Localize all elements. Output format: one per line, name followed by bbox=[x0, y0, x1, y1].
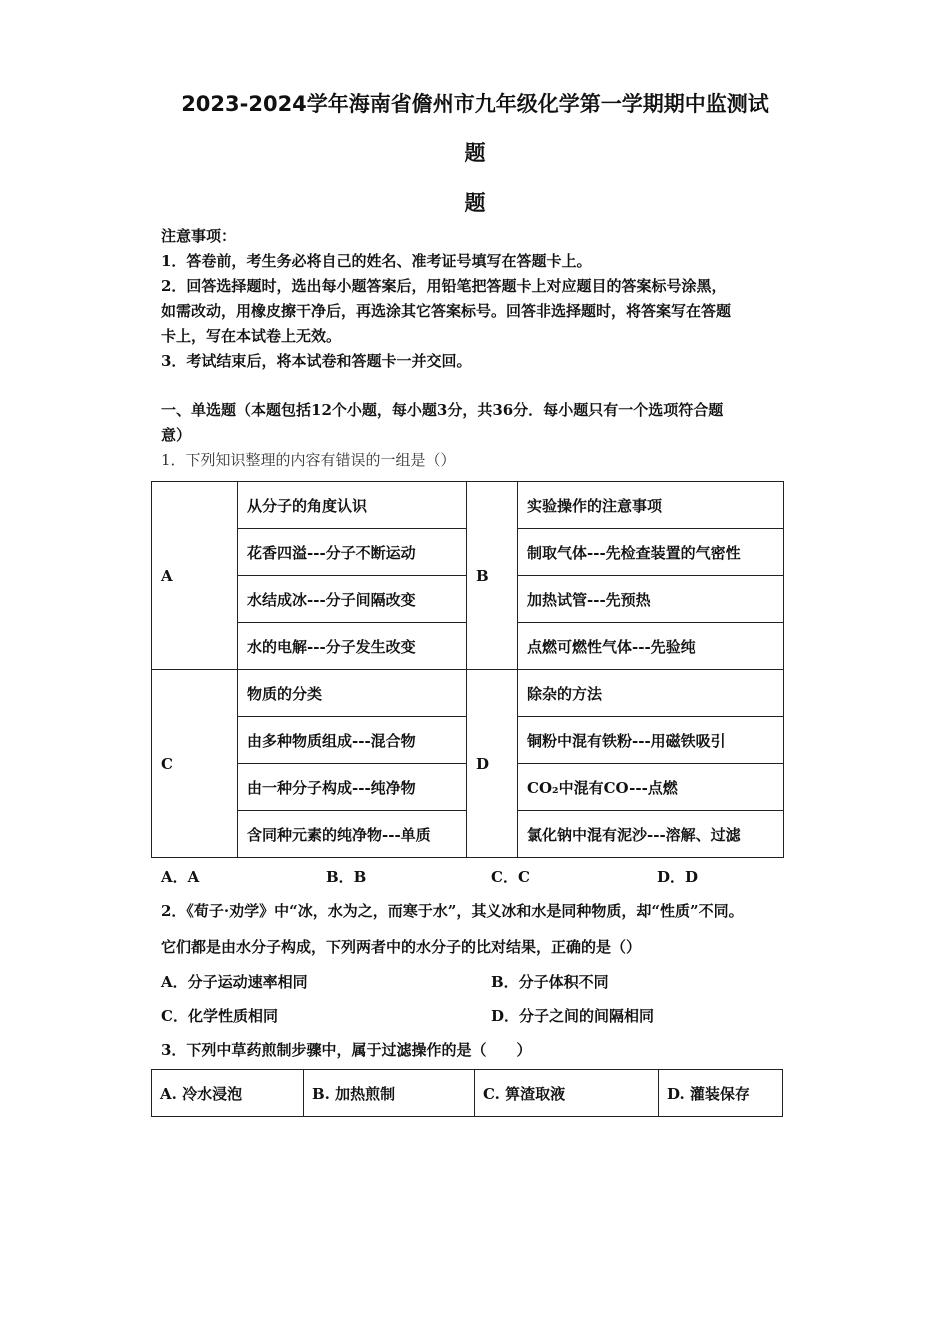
q1-a-row-4: 水的电解---分子发生改变 bbox=[238, 623, 467, 670]
q1-option-d[interactable]: D．D bbox=[657, 868, 699, 886]
q2-stem-b: 它们都是由水分子构成，下列两者中的水分子的比对结果，正确的是（） bbox=[161, 938, 642, 956]
notice-item-1: 1．答卷前，考生务必将自己的姓名、准考证号填写在答题卡上。 bbox=[161, 252, 592, 270]
section-heading-a: 一、单选题（本题包括12个小题，每小题3分，共36分．每小题只有一个选项符合题 bbox=[161, 401, 724, 419]
q1-d-row-2: 铜粉中混有铁粉---用磁铁吸引 bbox=[518, 717, 784, 764]
exam-title-line2: 题 bbox=[464, 141, 486, 165]
q3-option-c[interactable]: C. 箅渣取液 bbox=[475, 1070, 659, 1117]
q2-option-d[interactable]: D．分子之间的间隔相同 bbox=[491, 1007, 655, 1025]
q1-label-a: A bbox=[152, 482, 238, 670]
q1-d-row-4: 氯化钠中混有泥沙---溶解、过滤 bbox=[518, 811, 784, 858]
q1-c-row-3: 由一种分子构成---纯净物 bbox=[238, 764, 467, 811]
q1-label-c: C bbox=[152, 670, 238, 858]
notice-item-2a: 2．回答选择题时，选出每小题答案后，用铅笔把答题卡上对应题目的答案标号涂黑， bbox=[161, 277, 727, 295]
q1-option-a[interactable]: A．A bbox=[161, 868, 200, 886]
q3-option-a[interactable]: A. 冷水浸泡 bbox=[152, 1070, 304, 1117]
q1-a-row-1: 从分子的角度认识 bbox=[238, 482, 467, 529]
notice-item-2c: 卡上，写在本试卷上无效。 bbox=[161, 327, 342, 345]
q1-b-row-4: 点燃可燃性气体---先验纯 bbox=[518, 623, 784, 670]
q1-c-row-4: 含同种元素的纯净物---单质 bbox=[238, 811, 467, 858]
q2-option-c[interactable]: C．化学性质相同 bbox=[161, 1007, 278, 1025]
section-heading-b: 意） bbox=[161, 426, 192, 444]
notice-item-2b: 如需改动，用橡皮擦干净后，再选涂其它答案标号。回答非选择题时，将答案写在答题 bbox=[161, 302, 732, 320]
q2-stem-a: 2．《荀子·劝学》中“冰，水为之，而寒于水”，其义冰和水是同种物质，却“性质”不同。 bbox=[161, 902, 744, 920]
q3-stem: 3．下列中草药煎制步骤中，属于过滤操作的是（ ） bbox=[161, 1041, 532, 1059]
q1-a-row-3: 水结成冰---分子间隔改变 bbox=[238, 576, 467, 623]
q1-c-row-1: 物质的分类 bbox=[238, 670, 467, 717]
exam-title-line3: 题 bbox=[464, 191, 486, 215]
q1-label-b: B bbox=[467, 482, 518, 670]
exam-title-line1: 2023-2024学年海南省儋州市九年级化学第一学期期中监测试 bbox=[181, 92, 769, 116]
notice-heading: 注意事项： bbox=[161, 227, 237, 245]
q1-stem: 1．下列知识整理的内容有错误的一组是（） bbox=[161, 451, 456, 469]
q1-option-b[interactable]: B．B bbox=[326, 868, 367, 886]
q2-option-b[interactable]: B．分子体积不同 bbox=[491, 973, 609, 991]
q1-label-d: D bbox=[467, 670, 518, 858]
q2-option-a[interactable]: A．分子运动速率相同 bbox=[161, 973, 308, 991]
q3-options-table bbox=[151, 1069, 783, 1117]
q1-c-row-2: 由多种物质组成---混合物 bbox=[238, 717, 467, 764]
q1-options-table bbox=[151, 481, 784, 858]
q3-option-d[interactable]: D. 灌装保存 bbox=[659, 1070, 783, 1117]
q1-b-row-1: 实验操作的注意事项 bbox=[518, 482, 784, 529]
q3-option-b[interactable]: B. 加热煎制 bbox=[304, 1070, 475, 1117]
q1-d-row-3: CO₂中混有CO---点燃 bbox=[518, 764, 784, 811]
q1-b-row-2: 制取气体---先检查装置的气密性 bbox=[518, 529, 784, 576]
q1-option-c[interactable]: C．C bbox=[491, 868, 530, 886]
q1-b-row-3: 加热试管---先预热 bbox=[518, 576, 784, 623]
notice-item-3: 3．考试结束后，将本试卷和答题卡一并交回。 bbox=[161, 352, 472, 370]
q1-d-row-1: 除杂的方法 bbox=[518, 670, 784, 717]
q1-a-row-2: 花香四溢---分子不断运动 bbox=[238, 529, 467, 576]
